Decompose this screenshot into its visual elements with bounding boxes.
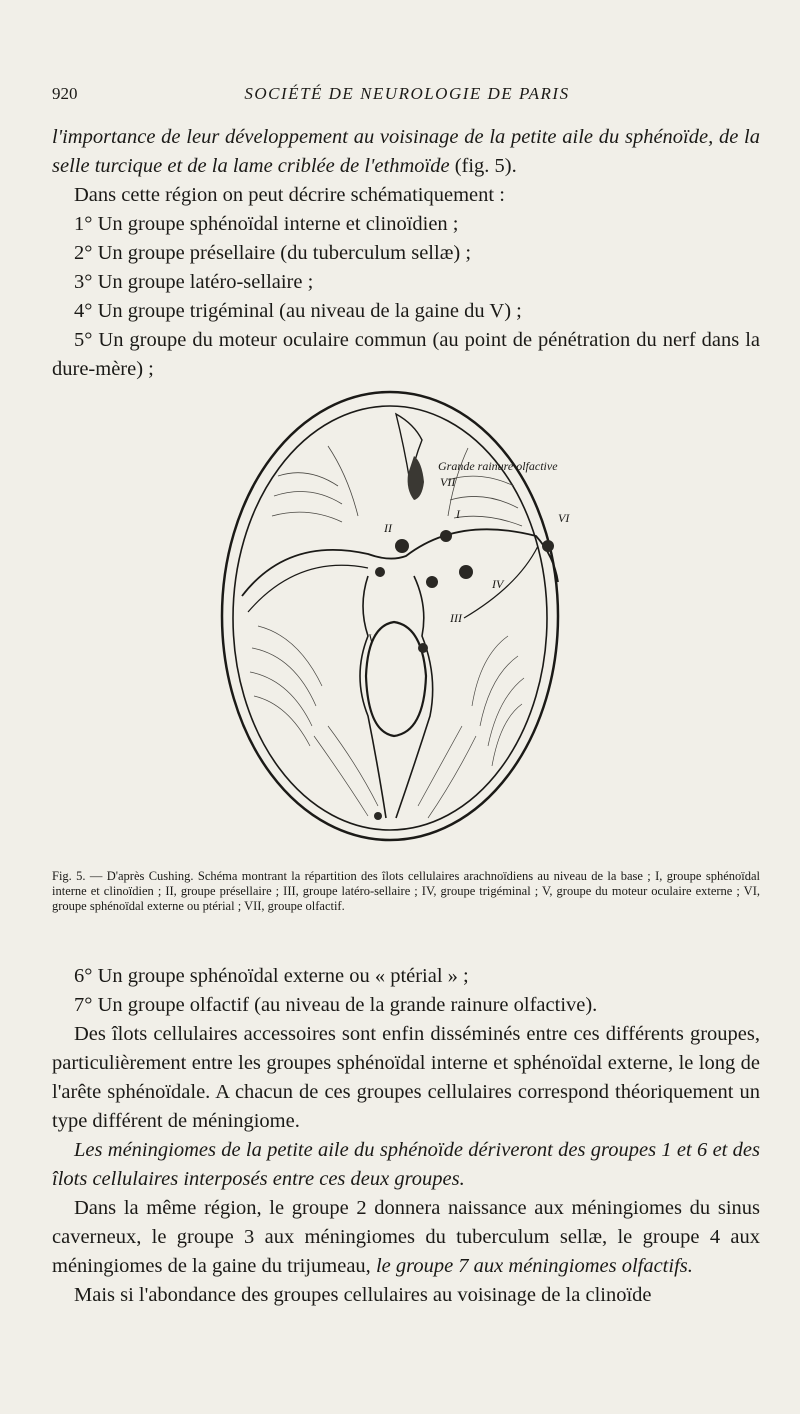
cell-group-i <box>440 530 452 542</box>
list-item: 4° Un groupe trigéminal (au niveau de la gaine du V) ; <box>74 300 522 322</box>
list-item: 1° Un groupe sphénoïdal interne et clinoïdien ; <box>74 213 459 235</box>
label-iii: III <box>450 611 462 625</box>
skull-base-drawing <box>218 386 576 846</box>
label-v: V <box>368 631 376 645</box>
intro-lead: Dans cette région on peut décrire schématiquement : <box>74 184 505 206</box>
olfactive-cell-group <box>408 456 424 500</box>
running-header <box>52 84 762 108</box>
cell-group-iii <box>426 576 438 588</box>
body-section <box>52 962 760 1310</box>
label-grande-rainure: Grande rainure olfactive <box>438 459 558 473</box>
intro-continuation: l'importance de leur développement au voisinage de la petite aile du sphénoïde, de la selle turcique et de la lame criblée de l'ethmoïde (fig. 5). <box>52 126 760 177</box>
running-title: SOCIÉTÉ DE NEUROLOGIE DE PARIS <box>244 84 570 103</box>
intro-section <box>52 123 760 384</box>
label-i: I <box>456 507 460 521</box>
page-number: 920 <box>52 84 78 103</box>
list-item: 5° Un groupe du moteur oculaire commun (au point de pénétration du nerf dans la dure-mère) ; <box>52 329 760 380</box>
cell-group-ii <box>395 539 409 553</box>
paragraph: Des îlots cellulaires accessoires sont enfin disséminés entre ces différents groupes, particulièrement entre les groupes sphénoïdal interne et sphénoïdal externe, le long de l'arête sphénoïdale. A chacun de ces groupes cellulaires correspond théoriquement un type différent de méningiome. <box>52 1023 760 1132</box>
list-item: 3° Un groupe latéro-sellaire ; <box>74 271 314 293</box>
list-item: 6° Un groupe sphénoïdal externe ou « ptérial » ; <box>74 965 469 987</box>
cell-group-v <box>418 643 428 653</box>
paragraph: Dans la même région, le groupe 2 donnera naissance aux méningiomes du sinus caverneux, le groupe 3 aux méningiomes du tuberculum sellæ, le groupe 4 aux méningiomes de la gaine du trijumeau, le groupe 7 aux méningiomes olfactifs. <box>52 1197 760 1277</box>
cell-group-iv <box>459 565 473 579</box>
label-vi: VI <box>558 511 570 525</box>
cell-group-vi <box>542 540 554 552</box>
label-iv: IV <box>492 577 504 591</box>
skull-base-figure <box>218 386 576 846</box>
list-item: 7° Un groupe olfactif (au niveau de la grande rainure olfactive). <box>74 994 598 1016</box>
paragraph: Mais si l'abondance des groupes cellulaires au voisinage de la clinoïde <box>74 1284 652 1306</box>
label-ii: II <box>384 521 392 535</box>
posterior-fossa-hatching <box>314 726 476 818</box>
paragraph-italic: Les méningiomes de la petite aile du sphénoïde dériveront des groupes 1 et 6 et des îlots cellulaires interposés entre ces deux groupes. <box>52 1139 760 1190</box>
label-vii: VII <box>440 475 456 489</box>
anterior-fossa-hatching <box>272 446 522 526</box>
figure-caption: Fig. 5. — D'après Cushing. Schéma montrant la répartition des îlots cellulaires arachnoïdiens au niveau de la base ; I, groupe sphénoïdal interne et clinoïdien ; II, groupe présellaire ; III, groupe latéro-sellaire ; IV, groupe trigéminal ; V, groupe du moteur oculaire externe ; VI, groupe sphénoïdal externe ou ptérial ; VII, groupe olfactif. <box>52 868 760 913</box>
list-item: 2° Un groupe présellaire (du tuberculum sellæ) ; <box>74 242 472 264</box>
